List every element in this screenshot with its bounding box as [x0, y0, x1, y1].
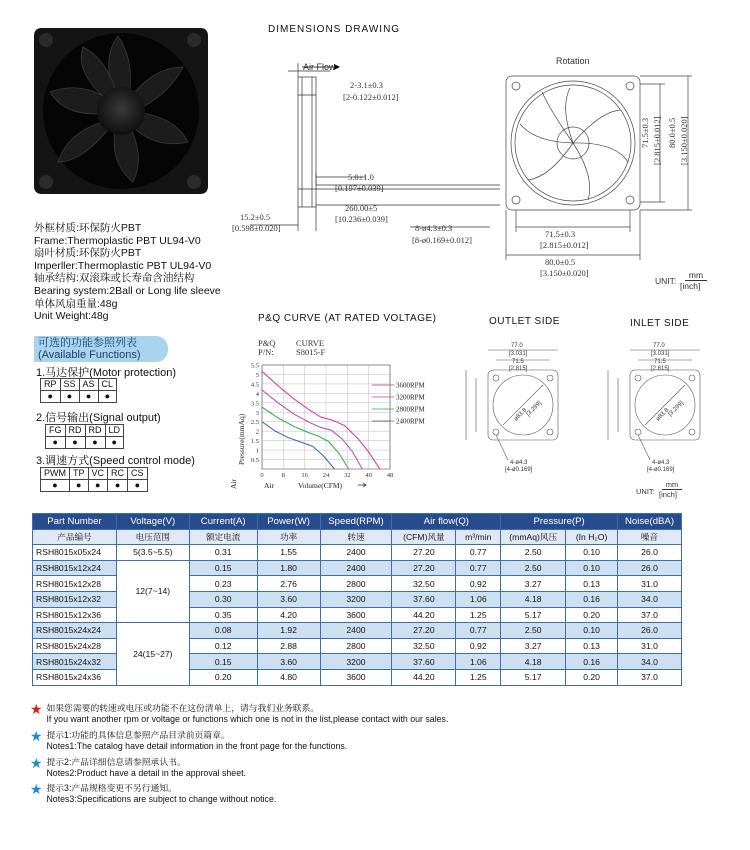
func-dot: ● — [41, 391, 61, 403]
x-tick-label: 0 — [260, 472, 264, 479]
y-axis-label: Pressure(mmAq) — [237, 413, 246, 465]
y-tick-label: 2.5 — [250, 419, 259, 427]
cell-inh2o: 0.13 — [566, 576, 618, 592]
y-tick-label: 4 — [255, 390, 259, 398]
cell-power: 1.92 — [257, 623, 320, 639]
cell-power: 1.80 — [257, 560, 320, 576]
func-dot: ● — [85, 437, 105, 449]
y-axis-label-air: Air — [229, 479, 238, 489]
material-line: 扇叶材质:环保防火PBT — [34, 247, 142, 260]
cell-power: 3.60 — [257, 591, 320, 607]
outlet-t4: [2.815] — [509, 366, 528, 372]
cell-part-number: RSH8015x24x24 — [33, 623, 117, 639]
x-tick-label: 40 — [365, 472, 372, 479]
front-view-drawing — [500, 62, 700, 272]
cell-part-number: RSH8015x24x32 — [33, 654, 117, 670]
cell-power: 1.55 — [257, 545, 320, 561]
func-dot: ● — [41, 480, 70, 492]
table-row — [33, 545, 682, 561]
cell-current: 0.31 — [189, 545, 257, 561]
table-row — [33, 623, 682, 639]
cell-mmaq: 4.18 — [501, 654, 566, 670]
dim-v1-inch: [2.815±0.012] — [652, 116, 662, 165]
cell-noise: 26.0 — [618, 545, 682, 561]
inlet-t4: [2.815] — [651, 366, 670, 372]
cell-speed: 2400 — [320, 545, 392, 561]
func-dot: ● — [60, 391, 79, 403]
functions-title-en: (Available Functions) — [38, 349, 141, 361]
cell-m3: 1.25 — [456, 669, 501, 685]
dim-v2: 80.0±0.5 — [667, 117, 677, 148]
col-noise: Noise(dBA) — [618, 514, 682, 530]
func-code: VC — [88, 468, 108, 480]
dim-d7: 80.0±0.5 — [545, 257, 576, 267]
cell-part-number: RSH8015x05x24 — [33, 545, 117, 561]
y-tick-label: 5 — [255, 371, 259, 379]
func-dot: ● — [46, 437, 66, 449]
outlet-dia-inch: [3.299] — [525, 400, 543, 418]
cell-mmaq: 3.27 — [501, 576, 566, 592]
pq-label: P&Q — [258, 338, 276, 348]
y-tick-label: 1 — [255, 447, 259, 455]
note-cn: 提示2:产品详细信息请参照承认书。 — [46, 757, 186, 767]
materials-list — [34, 222, 221, 323]
func-dot: ● — [65, 437, 85, 449]
inlet-t2: [3.031] — [651, 351, 670, 357]
func-code: SS — [60, 379, 79, 391]
note-cn: 提示1:功能的具体信息参照产品目录前页篇章。 — [46, 730, 230, 740]
y-tick-label: 5.5 — [250, 362, 259, 370]
cell-speed: 3200 — [320, 591, 392, 607]
outlet-dia: ø83.8 — [513, 407, 529, 423]
air-flow-label: Air Flow — [303, 62, 336, 72]
material-line: 外框材质:环保防火PBT — [34, 222, 142, 234]
outlet-t3: 71.5 — [512, 359, 524, 365]
note-cn: 提示3:产品规格变更不另行通知。 — [46, 783, 177, 793]
sub-mmaq: (mmAq)风压 — [501, 529, 566, 545]
material-line: Bearing system:2Ball or Long life sleeve — [34, 284, 221, 297]
pn-label: P/N: — [258, 347, 274, 357]
dim-d1-inch: [2-0.122±0.012] — [343, 92, 399, 102]
note-contact — [30, 703, 448, 724]
cell-cfm: 44.20 — [392, 669, 456, 685]
outlet-holes-inch: [4-ø0.169] — [505, 467, 533, 473]
cell-mmaq: 4.18 — [501, 591, 566, 607]
pq-title: P&Q CURVE (AT RATED VOLTAGE) — [258, 313, 437, 324]
dim-d2: 5.0±1.0 — [348, 172, 374, 182]
series-line-2400RPM — [262, 422, 335, 469]
cell-cfm: 32.50 — [392, 576, 456, 592]
inlet-holes: 4-ø4.3 — [652, 460, 670, 466]
dim-d7-inch: [3.150±0.020] — [540, 268, 589, 278]
cell-noise: 26.0 — [618, 560, 682, 576]
cell-mmaq: 5.17 — [501, 669, 566, 685]
legend-label: 2400RPM — [396, 417, 425, 426]
cell-speed: 3200 — [320, 654, 392, 670]
material-line: Unit Weight:48g — [34, 310, 109, 323]
cell-cfm: 44.20 — [392, 607, 456, 623]
cell-speed: 2800 — [320, 638, 392, 654]
func-code: CL — [98, 379, 117, 391]
cell-m3: 1.06 — [456, 591, 501, 607]
dim-d4: 15.2±0.5 — [240, 212, 271, 222]
cell-cfm: 27.20 — [392, 545, 456, 561]
cell-part-number: RSH8015x24x28 — [33, 638, 117, 654]
func-code: LD — [105, 425, 124, 437]
x-tick-label: 48 — [386, 472, 394, 479]
cell-m3: 1.25 — [456, 607, 501, 623]
func-dot: ● — [79, 391, 98, 403]
cell-speed: 3600 — [320, 607, 392, 623]
inlet-title: INLET SIDE — [630, 318, 690, 329]
unit-label: UNIT: — [655, 276, 677, 286]
cell-inh2o: 0.20 — [566, 607, 618, 623]
func-dot: ● — [70, 480, 89, 492]
speed-control-heading: 3.调速方式(Speed control mode) — [36, 455, 195, 467]
func-dot: ● — [105, 437, 124, 449]
dim-d1: 2-3.1±0.3 — [350, 80, 383, 90]
cell-inh2o: 0.10 — [566, 560, 618, 576]
fan-photo — [28, 22, 212, 200]
func-code: TP — [70, 468, 89, 480]
dim-v2-inch: [3.150±0.020] — [679, 116, 689, 165]
cell-noise: 34.0 — [618, 591, 682, 607]
sub-cfm: (CFM)风量 — [392, 529, 456, 545]
signal-output-grid — [45, 424, 124, 449]
sub-m3: m³/min — [456, 529, 501, 545]
inlet-dia: ø83.8 — [655, 407, 671, 423]
inlet-holes-inch: [4-ø0.169] — [647, 467, 675, 473]
cell-power: 3.60 — [257, 654, 320, 670]
cell-mmaq: 2.50 — [501, 560, 566, 576]
cell-cfm: 27.20 — [392, 623, 456, 639]
func-code: FG — [46, 425, 66, 437]
cell-m3: 0.92 — [456, 576, 501, 592]
cell-part-number: RSH8015x24x36 — [33, 669, 117, 685]
material-line: Imperller:Thermoplastic PBT UL94-V0 — [34, 259, 212, 272]
dim-d2-inch: [0.197±0.039] — [335, 183, 384, 193]
cell-noise: 26.0 — [618, 623, 682, 639]
outlet-t2: [3.031] — [509, 351, 528, 357]
func-dot: ● — [88, 480, 108, 492]
y-tick-label: 2 — [255, 428, 259, 436]
cell-speed: 3600 — [320, 669, 392, 685]
sub-current: 额定电流 — [189, 529, 257, 545]
motor-protection-heading: 1.马达保护(Motor protection) — [36, 367, 176, 379]
note-en: Notes3:Specifications are subject to change without notice. — [46, 793, 277, 804]
func-code: CS — [128, 468, 148, 480]
cell-voltage: 24(15~27) — [116, 623, 189, 685]
cell-inh2o: 0.10 — [566, 623, 618, 639]
cell-cfm: 37.60 — [392, 654, 456, 670]
functions-banner — [34, 336, 168, 362]
y-tick-label: 3.5 — [250, 400, 259, 408]
cell-voltage: 12(7~14) — [116, 560, 189, 622]
cell-noise: 31.0 — [618, 576, 682, 592]
cell-power: 2.76 — [257, 576, 320, 592]
col-part-number: Part Number — [33, 514, 117, 530]
cell-part-number: RSH8015x12x36 — [33, 607, 117, 623]
sub-voltage: 电压范围 — [116, 529, 189, 545]
col-voltage: Voltage(V) — [116, 514, 189, 530]
cell-inh2o: 0.13 — [566, 638, 618, 654]
sub-part-number: 产品编号 — [33, 529, 117, 545]
note-en: If you want another rpm or voltage or functions which one is not in the list,please contact with our sales. — [46, 713, 449, 724]
col-power: Power(W) — [257, 514, 320, 530]
x-tick-label: 24 — [322, 472, 330, 479]
cell-m3: 0.77 — [456, 545, 501, 561]
drawing-title: DIMENSIONS DRAWING — [268, 24, 401, 35]
dim-d4-inch: [0.598±0.020] — [232, 223, 281, 233]
cell-current: 0.08 — [189, 623, 257, 639]
pn-value: S8015-F — [296, 347, 326, 357]
note-cn: 如果您需要的转速或电压或功能不在这份清单上，请与我们业务联系。 — [46, 703, 320, 713]
note-3 — [30, 783, 276, 804]
func-code: RC — [108, 468, 128, 480]
spec-table — [32, 513, 682, 686]
x-axis-label-air: Air — [264, 481, 274, 490]
sub-inh2o: (In H₂O) — [566, 529, 618, 545]
cell-current: 0.15 — [189, 560, 257, 576]
cell-current: 0.35 — [189, 607, 257, 623]
dim-d5: 8-ø4.3±0.3 — [415, 223, 453, 233]
sub-noise: 噪音 — [618, 529, 682, 545]
x-tick-label: 16 — [301, 472, 308, 479]
motor-protection-grid — [40, 378, 117, 403]
func-code: PWM — [41, 468, 70, 480]
cell-m3: 0.77 — [456, 623, 501, 639]
red-star-icon: ★ — [30, 701, 43, 717]
dim-d3-inch: [10.236±0.039] — [335, 214, 388, 224]
table-row — [33, 560, 682, 576]
blue-star-icon: ★ — [30, 781, 43, 797]
cell-cfm: 32.50 — [392, 638, 456, 654]
func-dot: ● — [128, 480, 148, 492]
note-en: Notes2:Product have a detail in the approval sheet. — [46, 767, 246, 778]
blue-star-icon: ★ — [30, 755, 43, 771]
col-speed: Speed(RPM) — [320, 514, 392, 530]
unit-mm: mm — [685, 270, 707, 281]
signal-output-heading: 2.信号输出(Signal output) — [36, 412, 161, 424]
cell-m3: 0.92 — [456, 638, 501, 654]
note-2 — [30, 757, 246, 778]
note-en: Notes1:The catalog have detail information in the front page for the functions. — [46, 740, 348, 751]
y-tick-label: 4.5 — [250, 381, 259, 389]
col-airflow: Air flow(Q) — [392, 514, 501, 530]
y-tick-label: 3 — [255, 409, 259, 417]
cell-cfm: 27.20 — [392, 560, 456, 576]
outlet-title: OUTLET SIDE — [489, 316, 560, 327]
cell-current: 0.30 — [189, 591, 257, 607]
dim-d6: 71.5±0.3 — [545, 229, 576, 239]
cell-speed: 2400 — [320, 623, 392, 639]
cell-mmaq: 3.27 — [501, 638, 566, 654]
cell-speed: 2800 — [320, 576, 392, 592]
dim-d3: 260.00±5 — [345, 203, 378, 213]
sub-power: 功率 — [257, 529, 320, 545]
x-axis-label: Volume(CFM) — [298, 481, 343, 490]
dim-v1: 71.5±0.3 — [640, 117, 650, 148]
legend-label: 3600RPM — [396, 381, 425, 390]
pq-chart — [228, 355, 448, 495]
blue-star-icon: ★ — [30, 728, 43, 744]
cell-noise: 31.0 — [618, 638, 682, 654]
func-code: RD — [65, 425, 85, 437]
func-dot: ● — [98, 391, 117, 403]
curve-label: CURVE — [296, 338, 325, 348]
cell-power: 4.20 — [257, 607, 320, 623]
col-current: Current(A) — [189, 514, 257, 530]
cell-current: 0.12 — [189, 638, 257, 654]
unit2-label: UNIT: — [636, 487, 655, 496]
series-line-3600RPM — [262, 371, 380, 469]
inlet-dia-inch: [3.299] — [667, 400, 685, 418]
cell-part-number: RSH8015x12x24 — [33, 560, 117, 576]
legend-label: 3200RPM — [396, 393, 425, 402]
cell-voltage: 5(3.5~5.5) — [116, 545, 189, 561]
dim-d6-inch: [2.815±0.012] — [540, 240, 589, 250]
cell-part-number: RSH8015x12x32 — [33, 591, 117, 607]
sub-speed: 转速 — [320, 529, 392, 545]
note-1 — [30, 730, 347, 751]
x-axis-arrow-icon — [358, 483, 366, 487]
cell-power: 4.80 — [257, 669, 320, 685]
y-tick-label: 0.5 — [250, 457, 259, 465]
unit-inch: [inch] — [680, 281, 701, 291]
cell-m3: 0.77 — [456, 560, 501, 576]
rotation-label: Rotation — [556, 56, 590, 66]
x-tick-label: 32 — [344, 472, 351, 479]
cell-inh2o: 0.20 — [566, 669, 618, 685]
material-line: Frame:Thermoplastic PBT UL94-V0 — [34, 234, 201, 247]
x-tick-label: 8 — [281, 472, 285, 479]
inlet-t1: 77.0 — [653, 343, 665, 349]
dim-d5-inch: [8-ø0.169±0.012] — [412, 235, 472, 245]
cell-noise: 37.0 — [618, 669, 682, 685]
cell-current: 0.20 — [189, 669, 257, 685]
outlet-t1: 77.0 — [511, 343, 523, 349]
cell-noise: 37.0 — [618, 607, 682, 623]
unit2-inch: [inch] — [659, 490, 677, 499]
outlet-holes: 4-ø4.3 — [510, 460, 528, 466]
col-pressure: Pressure(P) — [501, 514, 618, 530]
func-code: RD — [85, 425, 105, 437]
func-code: RP — [41, 379, 61, 391]
cell-current: 0.23 — [189, 576, 257, 592]
cell-inh2o: 0.10 — [566, 545, 618, 561]
y-tick-label: 1.5 — [250, 438, 259, 446]
cell-part-number: RSH8015x12x28 — [33, 576, 117, 592]
unit2-mm: mm — [662, 480, 682, 490]
cell-noise: 34.0 — [618, 654, 682, 670]
cell-mmaq: 2.50 — [501, 545, 566, 561]
material-line: 单体风扇重量:48g — [34, 297, 118, 310]
func-dot: ● — [108, 480, 128, 492]
cell-current: 0.15 — [189, 654, 257, 670]
inlet-t3: 71.5 — [654, 359, 666, 365]
cell-mmaq: 5.17 — [501, 607, 566, 623]
material-line: 轴承结构:双滚珠或长寿命含油结构 — [34, 272, 195, 285]
cell-power: 2.88 — [257, 638, 320, 654]
cell-mmaq: 2.50 — [501, 623, 566, 639]
cell-cfm: 37.60 — [392, 591, 456, 607]
functions-title-cn: 可选的功能参照列表 — [38, 337, 137, 349]
cell-speed: 2400 — [320, 560, 392, 576]
legend-label: 2800RPM — [396, 405, 425, 414]
cell-inh2o: 0.16 — [566, 654, 618, 670]
cell-m3: 1.06 — [456, 654, 501, 670]
func-code: AS — [79, 379, 98, 391]
speed-control-grid — [40, 467, 148, 492]
cell-inh2o: 0.16 — [566, 591, 618, 607]
